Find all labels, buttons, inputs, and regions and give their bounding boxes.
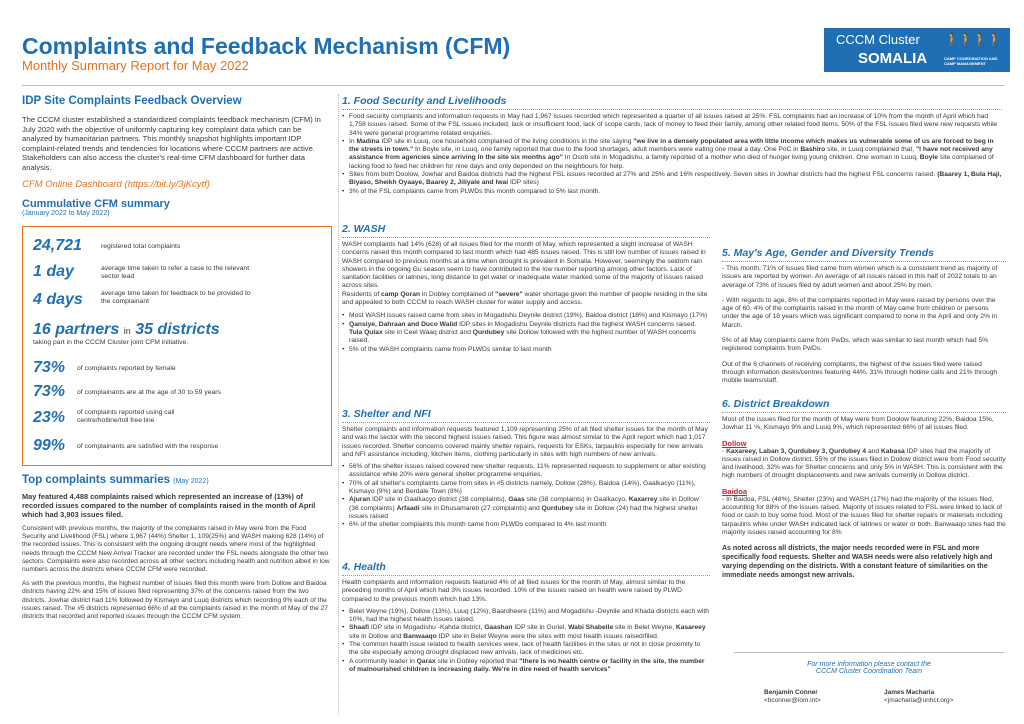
text: site in Ceel Waaq district and (382, 328, 473, 336)
text: IDP sites) (508, 179, 539, 187)
gender-paragraph-2: Out of the 6 channels of receiving complaints, the highest of the issues filed were raised through information desks/centres featuring 44%, 31% through hotline calls and 21% through mobile teams/staff. (722, 360, 998, 385)
stat-label: average time taken for feedback to be provided to the complainant (101, 290, 251, 305)
report-title: Complaints and Feedback Mechanism (CFM) (22, 33, 511, 59)
stat-feedback-time (33, 290, 251, 309)
top-complaints-heading (22, 474, 332, 486)
stat-value: 1 day (33, 263, 74, 280)
wash-paragraph: WASH complaints had 14% (628) of all issues filed for the month of May, which represented a slight increase of WASH concerns raised this month compared to last month which had 485 issues raised. This is still low number of issues raised in WASH compared to previous months at a time when drought is prevalent in Somalia. However, seemingly the seldom rain showers in the ongoing Gu season seem to have contributed to the low number reporting among other factors. Lack of sanitation facilities or latrines, long distance to get water or inadequate water marked some of the majority of issues raised across sites. (342, 241, 706, 290)
list-item: • The common health issue related to health services were, lack of health facilities in the sites or not in close proximity to the site especially among drought displaced new arrivals, lack of medicines etc. (342, 641, 710, 658)
gender-point-2: - With regards to age, 8% of the complaints reported in May were raised by persons over the age of 60. 4% of the complaints raised in the month of May came from children or persons under the age of 18 years which was significant compared to none in the April and only 2% in March. (722, 296, 998, 329)
list-item (342, 171, 1002, 188)
gender-paragraph-1: 5% of all May complaints came from PwDs, which was similar to last month which had 5% registered complaints from PwDs. (722, 337, 989, 353)
stat-label: of complainants are satisfied with the response (77, 443, 219, 450)
report-subtitle: Monthly Summary Report for May 2022 (22, 58, 249, 73)
shelter-heading-rule (342, 422, 710, 423)
contact-person-2 (884, 689, 953, 705)
district-section (722, 398, 1006, 580)
gender-heading: 5. May's Age, Gender and Diversity Trends (722, 247, 934, 259)
top-lead: May featured 4,488 complaints raised which represented an increase of (13%) of recorded issues compared to the number of complaints raised in the month of April which had 3,903 issues filed. (22, 492, 316, 519)
stat-satisfied (33, 437, 219, 455)
text: site complained of lacking food to feed her children for nine days and only depended on the neighbours for help. (349, 154, 994, 170)
list-item: • 6% of the shelter complaints this month came from PLWDs compared to 4% last month (342, 521, 710, 529)
text: In (349, 137, 357, 145)
stat-value: 73% (33, 383, 66, 400)
text: A community leader in (349, 657, 417, 665)
text: Boyle (919, 154, 938, 162)
stat-female (33, 359, 176, 377)
food-security-section (342, 95, 1002, 196)
column-divider (338, 94, 339, 714)
text: site in Dollow (36 complaints) (349, 496, 699, 512)
contact-name: Benjamin Conner (764, 689, 818, 696)
text: "severe" (495, 290, 523, 298)
food-heading: 1. Food Security and Livelihoods (342, 95, 507, 107)
cumulative-heading: Cummulative CFM summary (22, 197, 170, 210)
text: Kaxarrey (628, 496, 658, 504)
text: Arfaadi (396, 504, 420, 512)
text: site (38 complaints) in Gaalkacyo, (524, 496, 629, 504)
list-item: • 5% of the WASH complaints came from PLWDs similar to last month (342, 346, 710, 354)
text: IDP sites in Mogadishu Deynile districts had the highest WASH concerns raised. (457, 320, 697, 328)
list-item (342, 496, 710, 521)
dollow-text: - Kaxareey, Laban 3, Qurdubey 3, Qurdubey 4 and Kabasa IDP sites had the majority of issues raised in Dollow district. 55% of the issues filed in Dollow district were from Food security and livelihood, 32% was for Shelter concerns and only 5% in WASH. This is consistent with the high numbers of drought displacements and new arrivals currently in Dollow district. (722, 447, 1006, 480)
wash-heading-rule (342, 237, 710, 238)
district-paragraph: Most of the issues filed for the month of May were from Doolow featuring 22%, Baidoa 15%, Jowhar 11 %, Kismayo 9% and Luuq 9%, which represented 66% of all issues filed. (722, 416, 994, 432)
wash-section (342, 223, 710, 354)
contact-person-1 (764, 689, 821, 705)
stat-value: 73% (33, 359, 66, 376)
list-item: • Most WASH issues raised came from sites in Mogadishu Deynile district (19%), Baidoa district (18%) and Kismayo (17%) (342, 312, 710, 320)
contact-email[interactable]: <jmacharia@unhcr.org> (884, 697, 954, 704)
text: (Baarey 1, Bula Haji, Biyaso, Sheikh Oyaaye, Baarey 2, Jiliyale and Iwai (349, 171, 1002, 187)
text: IDP site in Luuq, one household complained of the living conditions in the site saying (379, 137, 634, 145)
text: In Baidoa, FSL (48%), Shelter (23%) and WASH (17%) had the majority of the issues filed, accounting for 88% of the issues raised. Majority of issues related to FSL were linked to lack of food or cash to buy some food. Most of the issues filed for shelter repairs or materials including tarpaulins while under WASH indicated lack of latrines or water or both. Banwaaqo sites had the majority issues raised accounting for 8% (722, 495, 1006, 536)
text: Gaas (508, 496, 525, 504)
text: Kasareey (675, 624, 706, 632)
partners-label: taking part in the CCCM Cluster joint CFM initiative. (33, 339, 189, 346)
cccm-logo (824, 28, 1010, 72)
list-item (342, 658, 710, 675)
shelter-bullets (342, 463, 710, 529)
text: site Dollow followed with the highest number of WASH concerns raised. (349, 328, 696, 345)
contact-line1: For more information please contact the (807, 661, 931, 668)
wash-bullets (342, 312, 710, 353)
stat-hotline (33, 409, 175, 427)
list-item (342, 138, 1002, 171)
partners-value: 16 partners (33, 321, 120, 338)
text: IDP site in Gaalkacyo district (38 complaints), (370, 496, 509, 504)
wash-paragraph-2 (342, 291, 710, 308)
food-bullets (342, 113, 1002, 196)
districts-value: 35 districts (135, 321, 220, 338)
text: Qansiye, Dahraan and Duco Walid (349, 320, 458, 328)
health-bullets (342, 608, 710, 674)
gender-point-1: - This month, 71% of issues filed came from women which is a consistent trend as majority of issues are reported by women. An average of all issues raised in this half of 2022 totals to an average of 73% of issues filed by adult women and about 25% by men. (722, 265, 998, 289)
text: Bashiro (800, 146, 826, 154)
health-paragraph: Health complaints and information requests featured 4% of all filed issues for the month of May, almost similar to the preceding months of April which had 3% issues recorded. 10% of the issues raised on health were raised by PLWD compared to the previous month which had 13%. (342, 579, 686, 603)
stat-total-complaints (33, 237, 181, 255)
text: site in Belet Weyne, (613, 624, 676, 632)
text: site in Dollow and (349, 632, 404, 640)
stat-value: 99% (33, 437, 66, 454)
overview-text: The CCCM cluster established a standardized complaints feedback mechanism (CFM) in July 2020 with the objective of uniformly capturing key complaint data which can be analyzed by humanitarian partners. This monthly snapshot highlights important IDP complaint-related trends and tendencies for locations where CCCM partners are active. Stakeholders can also access the cluster's real-time CFM dashboard for further data analysis. (22, 115, 321, 172)
dollow-heading: Dollow (722, 438, 747, 448)
overview-section (22, 95, 332, 217)
shelter-heading: 3. Shelter and NFI (342, 408, 431, 420)
text: Sites from both Doolow, Jowhar and Baidoa districts had the highest FSL issues recorded at 27% and 25% and 16% respectively. Seven sites in Jowhar districts had the highest FSL concerns raised. (349, 171, 938, 179)
list-item: • Food security complaints and information requests in May had 1,967 issues recorded which represented a quarter of all issues raised at 25%. FSL complaints had an increase of 10% from the month of April which had 1,758 issues raised. Some of the FSL issues included, lack or insufficient food, lack of scope cards, lack of money to feed their family, among other related food items. 50% of the FSL issues filed were new requests while 34% were general programme related enquiries. (342, 113, 1002, 138)
text: site in Dhusamareb (27 complaints) and (419, 504, 542, 512)
text: Ajuran (349, 496, 371, 504)
text: This month, 71% of issues filed came from women which is a consistent trend as majority of issues are reported by women. An average of all issues raised in this half of 2022 totals to an average of 73% of issues filed by adult women and about 25% by men. (722, 265, 998, 289)
gender-section (722, 247, 1006, 386)
quote: "I have not received any assistance from agencies since arriving in the site six months ago" (349, 146, 993, 162)
text: Gaashan (484, 624, 513, 632)
baidoa-text: - In Baidoa, FSL (48%), Shelter (23%) and WASH (17%) had the majority of the issues filed, accounting for 88% of the issues raised. Majority of issues related to FSL were linked to lack of food or cash to buy some food. Most of the issues filed for shelter repairs or materials including tarpaulins while under WASH indicated lack of latrines or water or both. Banwaaqo sites had the majority issues raised accounting for 8% (722, 495, 1006, 536)
partners-in: in (123, 326, 131, 336)
health-section (342, 561, 710, 674)
quote: "there is no health centre or facility in the site, the number of malnourished children is increasing daily. We're in dire need of health services" (349, 657, 705, 673)
text: IDP sites had the majority of issues raised in Dollow district. 55% of the issues filed in Dollow district were from Food security and livelihood, 32% was for Shelter concerns and only 5% in WASH. This is consistent with the high numbers of drought displacements and new arrivals currently in Dollow district. (722, 447, 1006, 480)
text: and (866, 447, 881, 455)
text: site in Dobley reported that (435, 657, 520, 665)
text: site in Dollow (24) had the highest shelter issues raised (349, 504, 698, 520)
text: Shaafi (349, 624, 370, 632)
district-summary: As noted across all districts, the major needs recorded were in FSL and more specifically food requests. Shelter and WASH needs were also relatively high and varying depending on the districts. With a constant feature of similarities on the immediate needs amongst new arrivals. (722, 545, 993, 579)
cumulative-stats-box (22, 226, 332, 466)
health-heading: 4. Health (342, 561, 386, 573)
text: water shortage given the number of people residing in the site and appealed to both CCCM to reach WASH cluster for water supply and access. (342, 290, 708, 307)
text: In Boyle site, in Luuq, one family reported that due to the food shortages, adult members were eating one meal a day. One PoC in (413, 146, 801, 154)
text: Residents of (342, 290, 382, 298)
top-period: (May 2022) (173, 478, 209, 485)
text: IDP site in Guriel, (512, 624, 569, 632)
quote: "we live in a densely populated area with little income which makes us vulnerable some of us are forced to beg in the streets in town." (349, 137, 994, 154)
list-item: • 56% of the shelter issues raised covered new shelter requests, 11% represented requests to supplement or alter existing assistance while 20% were general shelter programme enquiries. (342, 463, 710, 480)
stat-label: average time taken to refer a case to the relevant sector lead (101, 265, 250, 280)
list-item (342, 321, 710, 346)
wash-heading: 2. WASH (342, 223, 386, 235)
contact-name: James Macharia (884, 689, 935, 696)
text: Madina (356, 137, 380, 145)
stat-label: of complaints reported by female (77, 365, 176, 372)
text: Kabasa (880, 447, 905, 455)
top-complaints-section (22, 474, 332, 621)
logo-line2: SOMALIA (858, 50, 928, 67)
text: With regards to age, 8% of the complaints reported in May were raised by persons over the age of 60. 4% of the complaints raised in the month of May came from children or persons under the age of 18 years which was significant compared to none in the April and only 2% in March. (722, 296, 998, 329)
stat-value: 24,721 (33, 237, 82, 254)
text: IDP site in Mogadishu -Kahda district, (369, 624, 485, 632)
baidoa-heading: Baidoa (722, 486, 748, 496)
text: Qurdubey (472, 328, 505, 336)
district-heading: 6. District Breakdown (722, 398, 830, 410)
stat-label: registered total complaints (101, 243, 181, 250)
top-paragraph-1: Consistent with previous months, the majority of the complaints raised in May were from the Food Security and Livelihood (FSL) where 1,967 (44%) Shelter 1, 109(25%) and WASH making 628 (14%) of the recorded issues. This is consistent with the ongoing drought needs where most of the highlighted needs through the CCCM New Arrival Tracker are recorded under the FSL needs alongside the other two sectors. Complaints were also recorded across all other sectors including health and nutrition albeit in low numbers across the districts where CCCM CFM were recorded. (22, 525, 330, 574)
text: site, in Luuq complained that, (825, 146, 916, 154)
list-item: • Belet Weyne (19%), Dollow (13%), Luuq (12%), Baardheere (11%) and Mogadishu -Deynile and Khada districts each with 10%, had the highest health issues raised. (342, 608, 710, 625)
text: in Dobley complained of (420, 290, 496, 298)
logo-line1: CCCM Cluster (836, 32, 920, 47)
gender-heading-rule (722, 261, 1006, 262)
header-divider (22, 85, 1004, 86)
shelter-paragraph: Shelter complaints and information requests featured 1,109 representing 25% of all filed shelter issues for the month of May and was the sector with the second highest issues raised. This figure was almost similar to the April report which had 1,017 issues recorded. Shelter concerns covered mainly shelter repairs, requests for ESKs, tarpaulins especially for new arrivals and NFI assistance including, kitchen items, clothing particularly in sites with high numbers of new arrivals. (342, 426, 708, 458)
overview-heading: IDP Site Complaints Feedback Overview (22, 95, 242, 107)
report-header (0, 0, 1024, 78)
stat-label: of complaints reported using call centre/hotline/toll free line (77, 409, 175, 424)
shelter-section (342, 408, 710, 530)
top-paragraph-2: As with the previous months, the highest number of issues filed this month were from Dollow and Baidoa districts having 22% and 15% of issues filed representing 37% of the concerns raised from the two districts. Jowhar district had 11% followed by Kismayo and Luuq districts which recording 9% each of the issues raised. The #5 districts represented 66% of all the complaints raised in the month of May of the 27 districts that recorded and reported issues through the CCCM CFM system. (22, 580, 328, 621)
food-heading-rule (342, 109, 1002, 110)
list-item (342, 624, 710, 641)
stat-label: of complainants are at the age of 30 to 59 years (77, 389, 221, 396)
stat-referral-time (33, 263, 250, 281)
text: Qurdubey (541, 504, 574, 512)
people-icon: 🚶🚶🚶🚶 (944, 32, 1001, 47)
contact-line2: CCCM Cluster Coordination Team (816, 668, 922, 675)
text: IDP site in Belet Weyne were the sites with most health issues raised/filed. (436, 632, 659, 640)
stat-age (33, 383, 221, 401)
contact-email[interactable]: <bconner@iom.int> (764, 697, 821, 704)
list-item: • 70% of all shelter's complaints came from sites in #5 districts namely, Dollow (28%), Baidoa (14%), Gaalkacyo (11%), Kismayo (9%) and Berdale Town (8%) (342, 480, 710, 497)
text: In Osob site in Mogadishu, a family reported of a mother who died of hunger living young children. One woman in Luuq, (562, 154, 920, 162)
stat-partners (33, 321, 323, 346)
dashboard-link[interactable]: CFM Online Dashboard (https://bit.ly/3jKcytf) (22, 178, 210, 190)
text: Qarax (416, 657, 436, 665)
text: camp Qoran (381, 290, 421, 298)
cumulative-period: (January 2022 to May 2022) (22, 209, 110, 217)
top-heading-text: Top complaints summaries (22, 474, 171, 486)
health-heading-rule (342, 575, 710, 576)
logo-subtext: CAMP COORDINATION AND CAMP MANAGEMENT (944, 56, 998, 66)
text: Wabi Shabelle (568, 624, 614, 632)
text: Kaxareey, Laban 3, Qurdubey 3, Qurdubey 4 (726, 447, 867, 455)
contact-box (734, 652, 1004, 714)
district-heading-rule (722, 412, 1006, 413)
text: Banwaaqo (403, 632, 437, 640)
stat-value: 23% (33, 409, 66, 426)
stat-value: 4 days (33, 291, 83, 308)
text: Tula Qulax (349, 328, 383, 336)
list-item: • 3% of the FSL complaints came from PLWDs this month compared to 5% last month. (342, 188, 1002, 196)
